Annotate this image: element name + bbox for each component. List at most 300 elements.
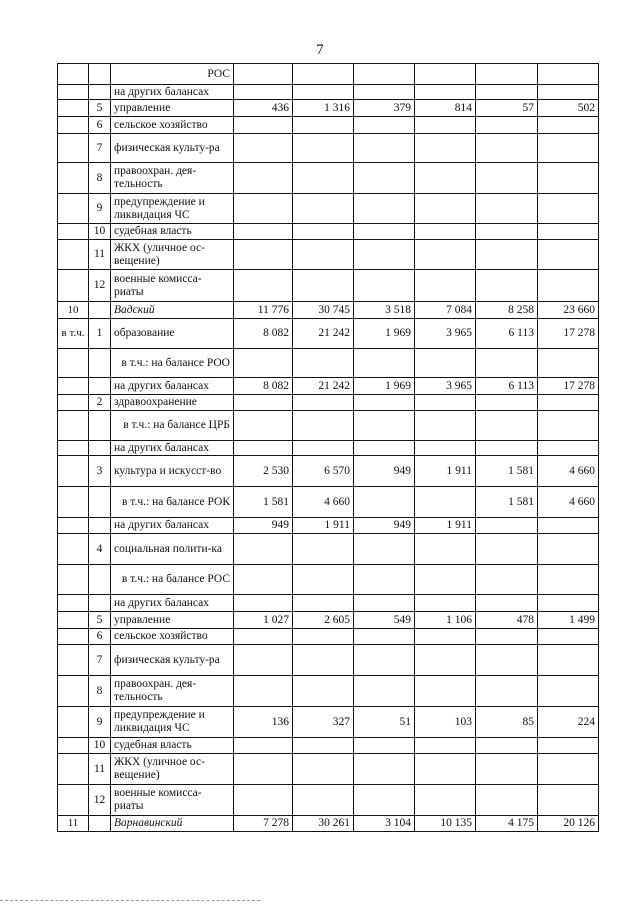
- value-cell: [293, 534, 354, 565]
- value-cell: [538, 441, 599, 456]
- value-cell: [293, 85, 354, 100]
- value-cell: [293, 349, 354, 378]
- value-cell: 11 776: [234, 302, 293, 319]
- row-number-cell: [58, 117, 89, 134]
- value-cell: [476, 518, 538, 534]
- value-cell: [538, 738, 599, 754]
- value-cell: 1 911: [415, 456, 476, 487]
- value-cell: [293, 411, 354, 441]
- value-cell: [354, 411, 415, 441]
- item-name-cell: судебная власть: [111, 224, 234, 240]
- table-row: [58, 487, 599, 518]
- value-cell: [415, 395, 476, 411]
- value-cell: [293, 224, 354, 240]
- value-cell: [538, 534, 599, 565]
- value-cell: [538, 395, 599, 411]
- value-cell: [415, 194, 476, 224]
- value-cell: [354, 224, 415, 240]
- value-cell: 17 278: [538, 378, 599, 395]
- value-cell: [354, 629, 415, 645]
- value-cell: [293, 676, 354, 707]
- row-number-cell: в т.ч.: [58, 319, 89, 349]
- value-cell: [538, 411, 599, 441]
- table-row: [58, 518, 599, 534]
- value-cell: [476, 194, 538, 224]
- value-cell: [293, 785, 354, 816]
- value-cell: [234, 754, 293, 785]
- row-number-cell: [58, 441, 89, 456]
- value-cell: 1 969: [354, 319, 415, 349]
- table-row: [58, 534, 599, 565]
- row-number-cell: [58, 518, 89, 534]
- table-row: [58, 378, 599, 395]
- value-cell: 10 135: [415, 816, 476, 832]
- row-number-cell: 11: [58, 816, 89, 832]
- value-cell: [476, 117, 538, 134]
- item-number-cell: 2: [89, 395, 111, 411]
- value-cell: [293, 194, 354, 224]
- table-row: [58, 456, 599, 487]
- value-cell: 3 518: [354, 302, 415, 319]
- value-cell: 8 258: [476, 302, 538, 319]
- value-cell: [415, 134, 476, 163]
- value-cell: 30 745: [293, 302, 354, 319]
- value-cell: 1 106: [415, 612, 476, 629]
- value-cell: 814: [415, 100, 476, 117]
- value-cell: [354, 785, 415, 816]
- row-number-cell: [58, 270, 89, 302]
- value-cell: [234, 629, 293, 645]
- row-number-cell: [58, 487, 89, 518]
- row-number-cell: [58, 163, 89, 194]
- table-row: [58, 816, 599, 832]
- table-row: [58, 224, 599, 240]
- item-name-cell: ЖКХ (уличное ос-вещение): [111, 240, 234, 270]
- item-number-cell: 10: [89, 738, 111, 754]
- row-number-cell: [58, 378, 89, 395]
- item-name-cell: культура и искусст-во: [111, 456, 234, 487]
- table-row: [58, 395, 599, 411]
- item-number-cell: 9: [89, 707, 111, 738]
- value-cell: [234, 349, 293, 378]
- table-row: [58, 676, 599, 707]
- table-row: [58, 302, 599, 319]
- value-cell: [354, 163, 415, 194]
- row-number-cell: [58, 645, 89, 676]
- row-number-cell: [58, 64, 89, 85]
- row-number-cell: [58, 194, 89, 224]
- value-cell: 103: [415, 707, 476, 738]
- item-name-cell: Варнавинский: [111, 816, 234, 832]
- value-cell: [538, 565, 599, 595]
- value-cell: 8 082: [234, 319, 293, 349]
- item-name-cell: в т.ч.: на балансе РОС: [111, 565, 234, 595]
- value-cell: 1 027: [234, 612, 293, 629]
- item-number-cell: 6: [89, 117, 111, 134]
- value-cell: [234, 85, 293, 100]
- value-cell: [234, 163, 293, 194]
- item-name-cell: РОС: [111, 64, 234, 85]
- item-number-cell: 9: [89, 194, 111, 224]
- value-cell: [538, 134, 599, 163]
- value-cell: 1 499: [538, 612, 599, 629]
- table-row: [58, 319, 599, 349]
- row-number-cell: [58, 456, 89, 487]
- value-cell: [476, 349, 538, 378]
- value-cell: [234, 270, 293, 302]
- value-cell: 21 242: [293, 378, 354, 395]
- value-cell: [293, 595, 354, 612]
- item-name-cell: Вадский: [111, 302, 234, 319]
- value-cell: [293, 395, 354, 411]
- value-cell: [476, 134, 538, 163]
- value-cell: [354, 754, 415, 785]
- value-cell: [354, 270, 415, 302]
- value-cell: 949: [234, 518, 293, 534]
- item-name-cell: в т.ч.: на балансе РОК: [111, 487, 234, 518]
- table-row: [58, 64, 599, 85]
- value-cell: [234, 645, 293, 676]
- value-cell: [538, 117, 599, 134]
- value-cell: [234, 395, 293, 411]
- value-cell: [415, 224, 476, 240]
- item-name-cell: предупреждение и ликвидация ЧС: [111, 707, 234, 738]
- value-cell: [234, 595, 293, 612]
- table-row: [58, 595, 599, 612]
- value-cell: [234, 134, 293, 163]
- value-cell: [234, 224, 293, 240]
- row-number-cell: [58, 612, 89, 629]
- item-number-cell: 6: [89, 629, 111, 645]
- value-cell: [293, 441, 354, 456]
- value-cell: [354, 487, 415, 518]
- value-cell: 21 242: [293, 319, 354, 349]
- value-cell: [415, 117, 476, 134]
- value-cell: [234, 117, 293, 134]
- value-cell: 4 660: [538, 456, 599, 487]
- table-row: [58, 629, 599, 645]
- value-cell: [476, 754, 538, 785]
- item-name-cell: в т.ч.: на балансе РОО: [111, 349, 234, 378]
- item-number-cell: [89, 349, 111, 378]
- value-cell: [234, 194, 293, 224]
- value-cell: 949: [354, 518, 415, 534]
- value-cell: [538, 270, 599, 302]
- value-cell: [234, 411, 293, 441]
- value-cell: 379: [354, 100, 415, 117]
- item-number-cell: [89, 518, 111, 534]
- value-cell: [538, 85, 599, 100]
- value-cell: 2 605: [293, 612, 354, 629]
- row-number-cell: [58, 395, 89, 411]
- value-cell: 136: [234, 707, 293, 738]
- value-cell: [415, 629, 476, 645]
- value-cell: [415, 487, 476, 518]
- row-number-cell: [58, 349, 89, 378]
- value-cell: 327: [293, 707, 354, 738]
- table-row: [58, 194, 599, 224]
- value-cell: [415, 754, 476, 785]
- value-cell: [354, 595, 415, 612]
- table-row: [58, 349, 599, 378]
- row-number-cell: [58, 534, 89, 565]
- item-name-cell: на других балансах: [111, 518, 234, 534]
- value-cell: [476, 534, 538, 565]
- table-row: [58, 738, 599, 754]
- value-cell: [538, 349, 599, 378]
- value-cell: [476, 565, 538, 595]
- value-cell: [415, 349, 476, 378]
- value-cell: 436: [234, 100, 293, 117]
- row-number-cell: [58, 100, 89, 117]
- item-number-cell: [89, 411, 111, 441]
- table-row: [58, 134, 599, 163]
- value-cell: 1 581: [476, 487, 538, 518]
- value-cell: 4 660: [293, 487, 354, 518]
- item-number-cell: [89, 64, 111, 85]
- value-cell: [538, 629, 599, 645]
- value-cell: 7 084: [415, 302, 476, 319]
- row-number-cell: [58, 240, 89, 270]
- value-cell: [354, 85, 415, 100]
- value-cell: 8 082: [234, 378, 293, 395]
- value-cell: 502: [538, 100, 599, 117]
- item-number-cell: 7: [89, 645, 111, 676]
- item-number-cell: [89, 441, 111, 456]
- item-name-cell: в т.ч.: на балансе ЦРБ: [111, 411, 234, 441]
- value-cell: [293, 134, 354, 163]
- value-cell: [293, 738, 354, 754]
- table-row: [58, 645, 599, 676]
- item-number-cell: 11: [89, 240, 111, 270]
- table-row: [58, 612, 599, 629]
- value-cell: 549: [354, 612, 415, 629]
- item-name-cell: здравоохранение: [111, 395, 234, 411]
- table-row: [58, 707, 599, 738]
- row-number-cell: [58, 676, 89, 707]
- value-cell: 1 911: [415, 518, 476, 534]
- value-cell: 7 278: [234, 816, 293, 832]
- item-number-cell: [89, 595, 111, 612]
- item-number-cell: 8: [89, 676, 111, 707]
- value-cell: [354, 565, 415, 595]
- value-cell: [538, 754, 599, 785]
- value-cell: 20 126: [538, 816, 599, 832]
- value-cell: 949: [354, 456, 415, 487]
- item-name-cell: ЖКХ (уличное ос-вещение): [111, 754, 234, 785]
- item-name-cell: управление: [111, 100, 234, 117]
- value-cell: [354, 395, 415, 411]
- value-cell: [415, 645, 476, 676]
- item-name-cell: на других балансах: [111, 595, 234, 612]
- item-name-cell: на других балансах: [111, 378, 234, 395]
- table-row: [58, 100, 599, 117]
- value-cell: [354, 738, 415, 754]
- value-cell: 17 278: [538, 319, 599, 349]
- value-cell: [293, 64, 354, 85]
- value-cell: [293, 645, 354, 676]
- row-number-cell: [58, 224, 89, 240]
- table-row: [58, 117, 599, 134]
- bottom-edge-rule: [0, 900, 260, 901]
- value-cell: [476, 738, 538, 754]
- page-number: 7: [316, 42, 324, 58]
- value-cell: 1 911: [293, 518, 354, 534]
- item-number-cell: [89, 378, 111, 395]
- value-cell: 6 113: [476, 378, 538, 395]
- value-cell: [415, 240, 476, 270]
- value-cell: 1 581: [234, 487, 293, 518]
- value-cell: [293, 240, 354, 270]
- value-cell: [415, 441, 476, 456]
- value-cell: [354, 194, 415, 224]
- value-cell: [415, 565, 476, 595]
- value-cell: 1 969: [354, 378, 415, 395]
- item-number-cell: 10: [89, 224, 111, 240]
- item-number-cell: 5: [89, 612, 111, 629]
- item-number-cell: [89, 487, 111, 518]
- value-cell: [234, 441, 293, 456]
- row-number-cell: [58, 629, 89, 645]
- value-cell: [234, 534, 293, 565]
- value-cell: [538, 163, 599, 194]
- value-cell: [234, 785, 293, 816]
- table-row: [58, 85, 599, 100]
- row-number-cell: [58, 411, 89, 441]
- value-cell: [293, 163, 354, 194]
- value-cell: [415, 411, 476, 441]
- value-cell: [476, 441, 538, 456]
- row-number-cell: [58, 754, 89, 785]
- value-cell: [538, 518, 599, 534]
- value-cell: 3 965: [415, 378, 476, 395]
- value-cell: [538, 785, 599, 816]
- item-number-cell: 3: [89, 456, 111, 487]
- row-number-cell: [58, 85, 89, 100]
- value-cell: 224: [538, 707, 599, 738]
- item-name-cell: физическая культу-ра: [111, 645, 234, 676]
- item-name-cell: на других балансах: [111, 441, 234, 456]
- value-cell: [415, 64, 476, 85]
- value-cell: [476, 395, 538, 411]
- value-cell: 57: [476, 100, 538, 117]
- value-cell: 4 660: [538, 487, 599, 518]
- table-row: [58, 163, 599, 194]
- value-cell: 3 104: [354, 816, 415, 832]
- value-cell: 6 570: [293, 456, 354, 487]
- value-cell: [415, 270, 476, 302]
- value-cell: [293, 565, 354, 595]
- item-name-cell: судебная власть: [111, 738, 234, 754]
- value-cell: [234, 64, 293, 85]
- item-name-cell: сельское хозяйство: [111, 117, 234, 134]
- value-cell: [415, 534, 476, 565]
- item-number-cell: [89, 302, 111, 319]
- value-cell: [415, 595, 476, 612]
- item-name-cell: образование: [111, 319, 234, 349]
- value-cell: [538, 224, 599, 240]
- table-row: [58, 754, 599, 785]
- table-row: [58, 411, 599, 441]
- table-row: [58, 441, 599, 456]
- value-cell: 4 175: [476, 816, 538, 832]
- row-number-cell: [58, 707, 89, 738]
- row-number-cell: [58, 785, 89, 816]
- value-cell: 6 113: [476, 319, 538, 349]
- row-number-cell: 10: [58, 302, 89, 319]
- value-cell: 51: [354, 707, 415, 738]
- value-cell: 30 261: [293, 816, 354, 832]
- value-cell: [354, 240, 415, 270]
- value-cell: 1 316: [293, 100, 354, 117]
- value-cell: [354, 64, 415, 85]
- item-name-cell: правоохран. дея-тельность: [111, 676, 234, 707]
- value-cell: [354, 134, 415, 163]
- item-number-cell: 5: [89, 100, 111, 117]
- item-name-cell: военные комисса-риаты: [111, 785, 234, 816]
- value-cell: [293, 629, 354, 645]
- item-number-cell: [89, 816, 111, 832]
- value-cell: [354, 117, 415, 134]
- value-cell: [354, 676, 415, 707]
- value-cell: [234, 240, 293, 270]
- item-number-cell: [89, 565, 111, 595]
- value-cell: [293, 117, 354, 134]
- value-cell: [476, 224, 538, 240]
- value-cell: [538, 240, 599, 270]
- value-cell: [476, 595, 538, 612]
- value-cell: [476, 785, 538, 816]
- row-number-cell: [58, 565, 89, 595]
- value-cell: [234, 738, 293, 754]
- item-number-cell: 11: [89, 754, 111, 785]
- value-cell: [476, 676, 538, 707]
- table-row: [58, 785, 599, 816]
- value-cell: [476, 645, 538, 676]
- item-name-cell: физическая культу-ра: [111, 134, 234, 163]
- table-row: [58, 270, 599, 302]
- value-cell: [293, 270, 354, 302]
- value-cell: [538, 64, 599, 85]
- item-number-cell: 4: [89, 534, 111, 565]
- value-cell: 3 965: [415, 319, 476, 349]
- value-cell: [293, 754, 354, 785]
- value-cell: [538, 595, 599, 612]
- value-cell: [415, 163, 476, 194]
- value-cell: 85: [476, 707, 538, 738]
- value-cell: [538, 676, 599, 707]
- value-cell: [354, 441, 415, 456]
- item-name-cell: правоохран. дея-тельность: [111, 163, 234, 194]
- value-cell: [234, 676, 293, 707]
- value-cell: [415, 85, 476, 100]
- row-number-cell: [58, 595, 89, 612]
- value-cell: 23 660: [538, 302, 599, 319]
- value-cell: [234, 565, 293, 595]
- table-row: [58, 240, 599, 270]
- value-cell: [538, 194, 599, 224]
- item-number-cell: [89, 85, 111, 100]
- item-name-cell: сельское хозяйство: [111, 629, 234, 645]
- value-cell: 478: [476, 612, 538, 629]
- value-cell: [476, 240, 538, 270]
- item-name-cell: военные комисса-риаты: [111, 270, 234, 302]
- value-cell: [476, 163, 538, 194]
- value-cell: [476, 270, 538, 302]
- item-number-cell: 7: [89, 134, 111, 163]
- row-number-cell: [58, 134, 89, 163]
- value-cell: [538, 645, 599, 676]
